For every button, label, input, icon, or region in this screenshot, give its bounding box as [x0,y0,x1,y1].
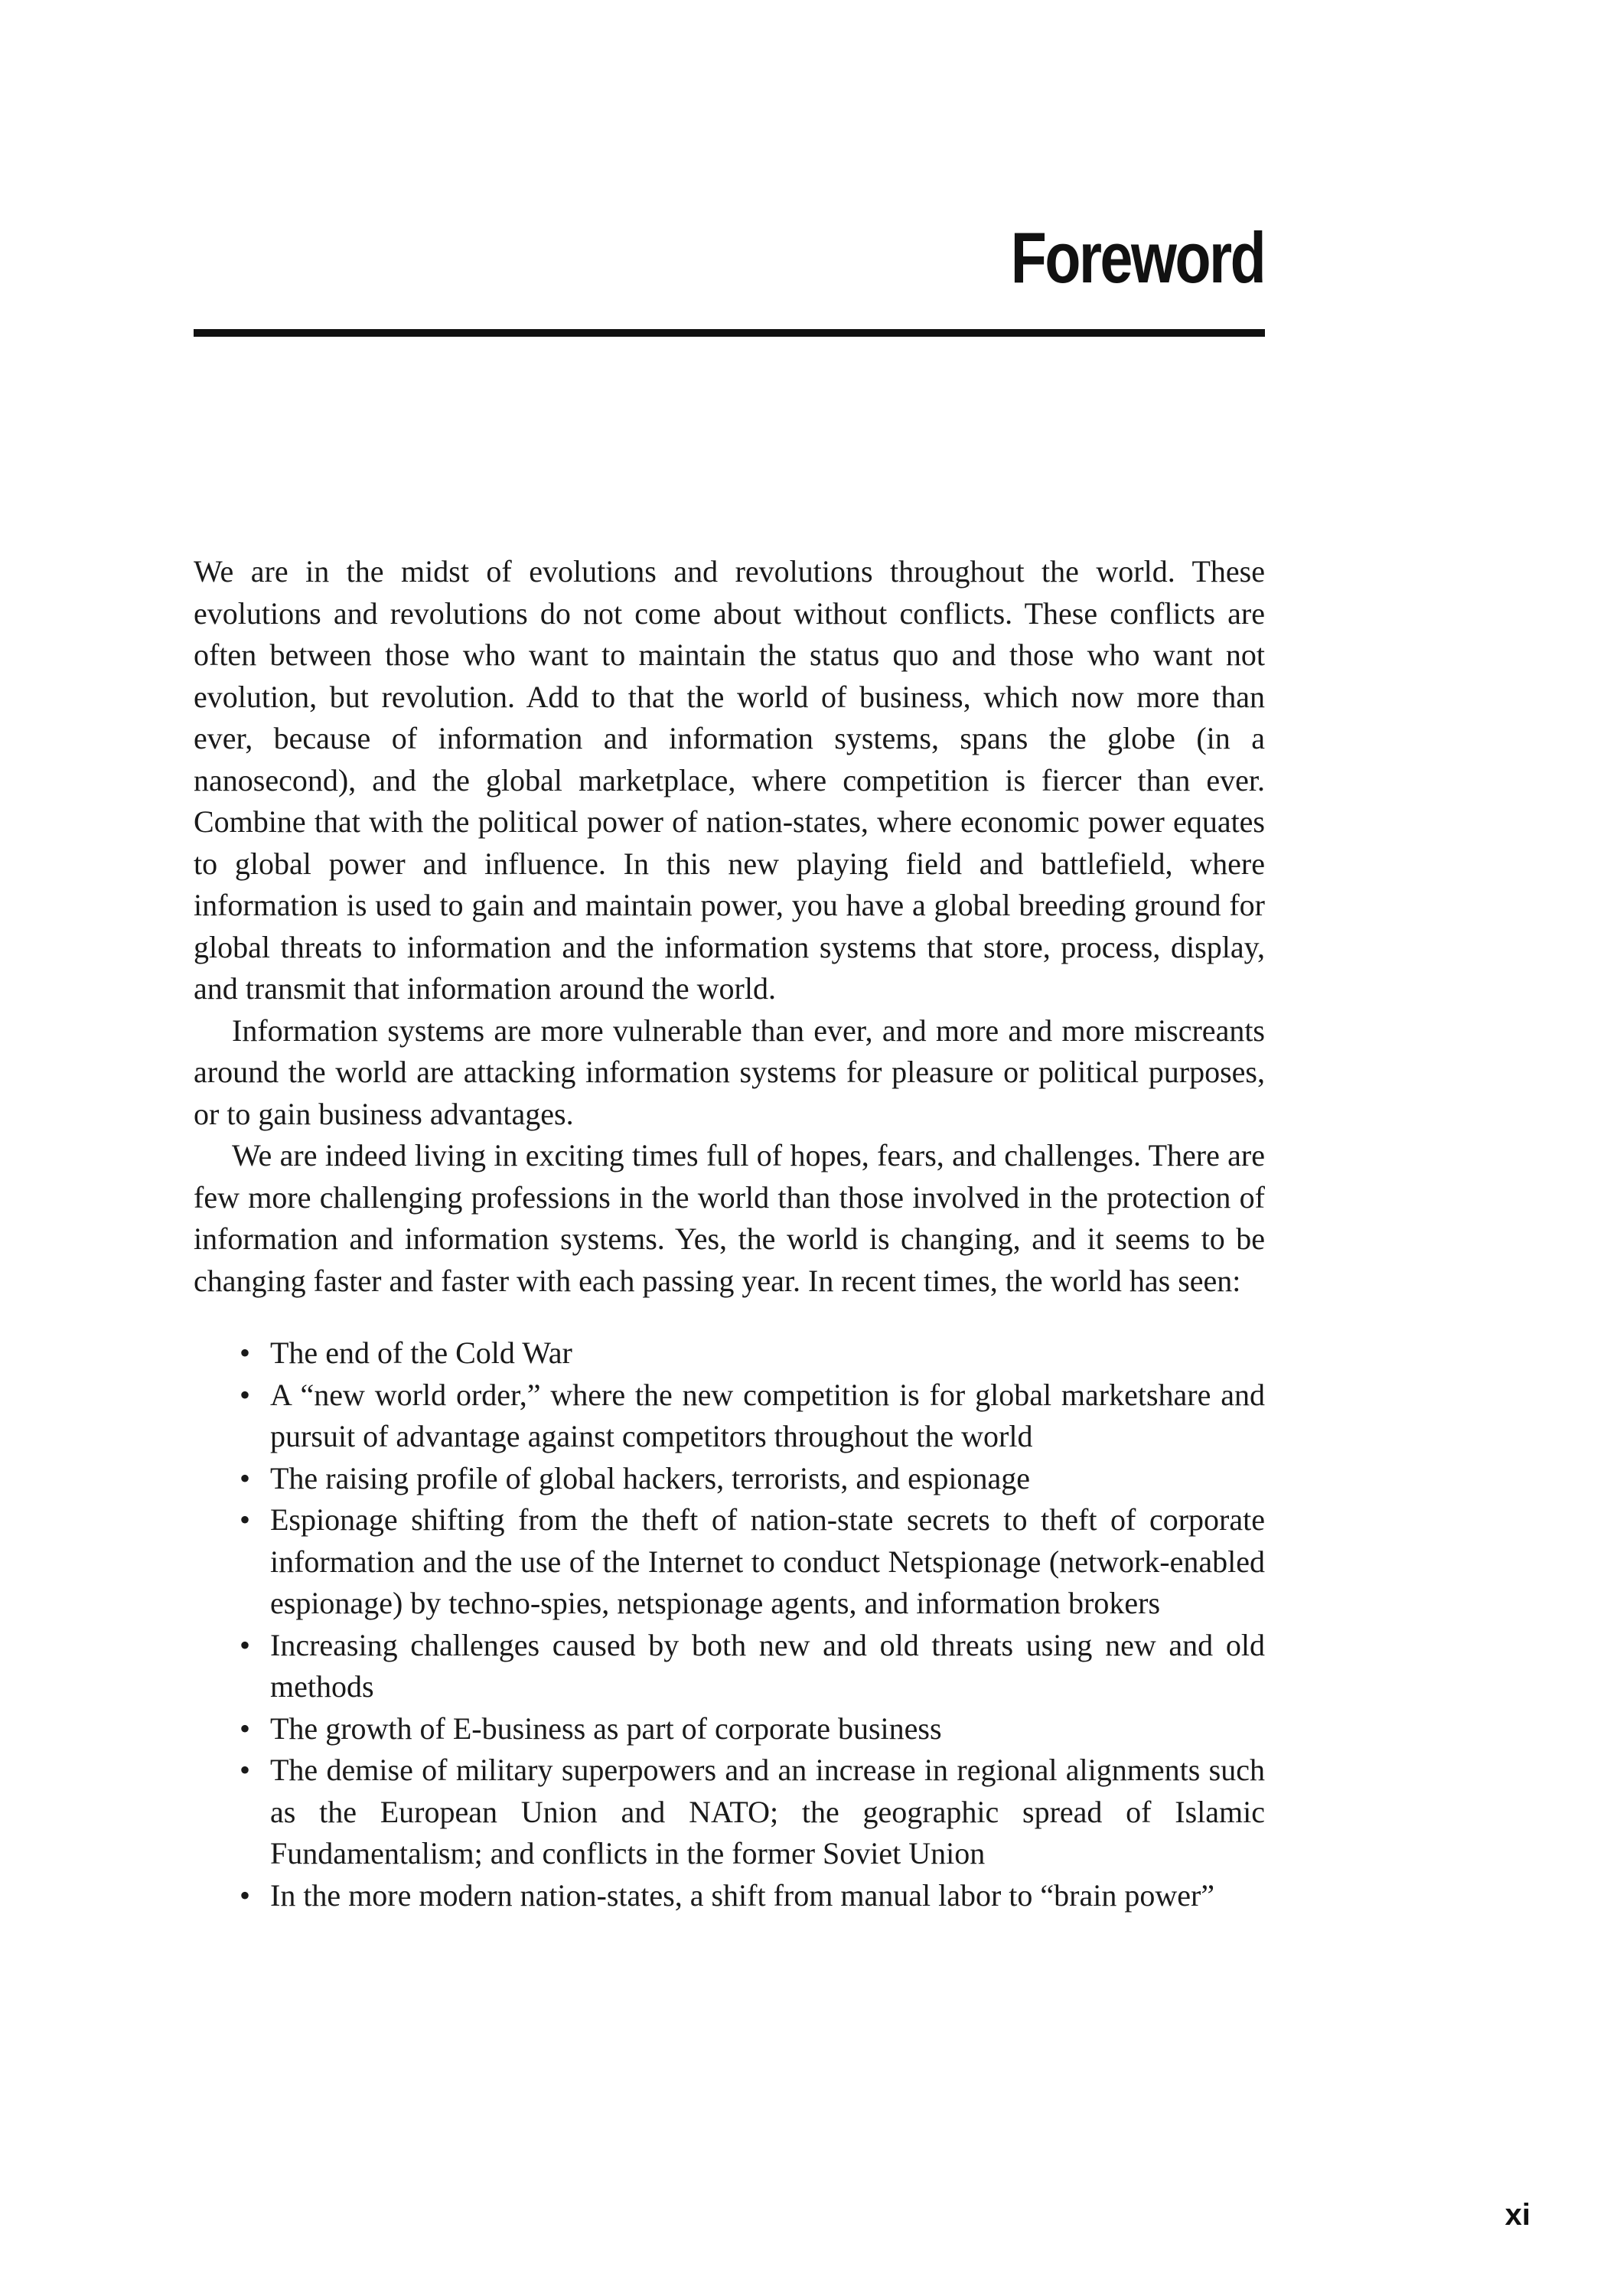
bullet-icon: • [240,1753,251,1787]
list-item [194,1499,1265,1625]
bullet-icon: • [240,1460,251,1495]
bullet-list [194,1332,1265,1916]
bullet-icon: • [240,1877,251,1913]
list-item [194,1332,1265,1375]
list-item [194,1625,1265,1708]
list-item-text: In the more modern nation-states, a shift from manual labor to “brain power” [270,1877,1215,1913]
list-item-text: The raising profile of global hackers, terrorists, and espionage [270,1460,1031,1495]
bullet-icon: • [240,1502,251,1537]
bullet-icon: • [240,1377,251,1412]
list-item-text: The demise of military superpowers and an increase in regional alignments such as the European Union and NATO; the geographic spread of Islamic Fundamentalism; and conflicts in the former Soviet Union [270,1753,1265,1870]
list-item [194,1458,1265,1500]
paragraph-2: Information systems are more vulnerable than ever, and more and more miscreants around the world are attacking information systems for pleasure or political purposes, or to gain business advantages. [194,1013,1265,1131]
bullet-icon: • [240,1336,251,1370]
body-text [194,551,1265,1916]
list-item-text: The end of the Cold War [270,1336,572,1370]
paragraph-1: We are in the midst of evolutions and revolutions throughout the world. These evolutions and revolutions do not come about without conflicts. These conflicts are often between those who want to maintain the status quo and those who want not evolution, but revolution. Add to that the world of business, which now more than ever, because of information and information systems, spans the globe (in a nanosecond), and the global marketplace, where competition is fiercer than ever. Combine that with the political power of nation-states, where economic power equates to global power and influence. In this new playing field and battlefield, where information is used to gain and maintain power, you have a global breeding ground for global threats to information and the information systems that store, process, display, and transmit that information around the world. [194,554,1265,1006]
list-item-text: Espionage shifting from the theft of nation-state secrets to theft of corporate information and the use of the Internet to conduct Netspionage (network-enabled espionage) by techno-spies, netspionage agents, and information brokers [270,1502,1265,1620]
list-item [194,1875,1265,1917]
list-item [194,1375,1265,1458]
list-item-text: A “new world order,” where the new competition is for global marketshare and pursuit of advantage against competitors throughout the world [270,1377,1265,1453]
page-number: xi [1504,2198,1530,2232]
list-item-text: Increasing challenges caused by both new and old threats using new and old methods [270,1627,1265,1704]
bullet-icon: • [240,1627,251,1662]
title-rule [194,329,1265,337]
bullet-icon: • [240,1711,251,1746]
list-item-text: The growth of E-business as part of corporate business [270,1711,942,1746]
list-item [194,1708,1265,1750]
list-item [194,1750,1265,1875]
chapter-title: Foreword [1010,217,1264,298]
paragraph-3: We are indeed living in exciting times full of hopes, fears, and challenges. There are few more challenging professions in the world than those involved in the protection of information and information systems. Yes, the world is changing, and it seems to be changing faster and faster with each passing year. In recent times, the world has seen: [194,1138,1265,1298]
